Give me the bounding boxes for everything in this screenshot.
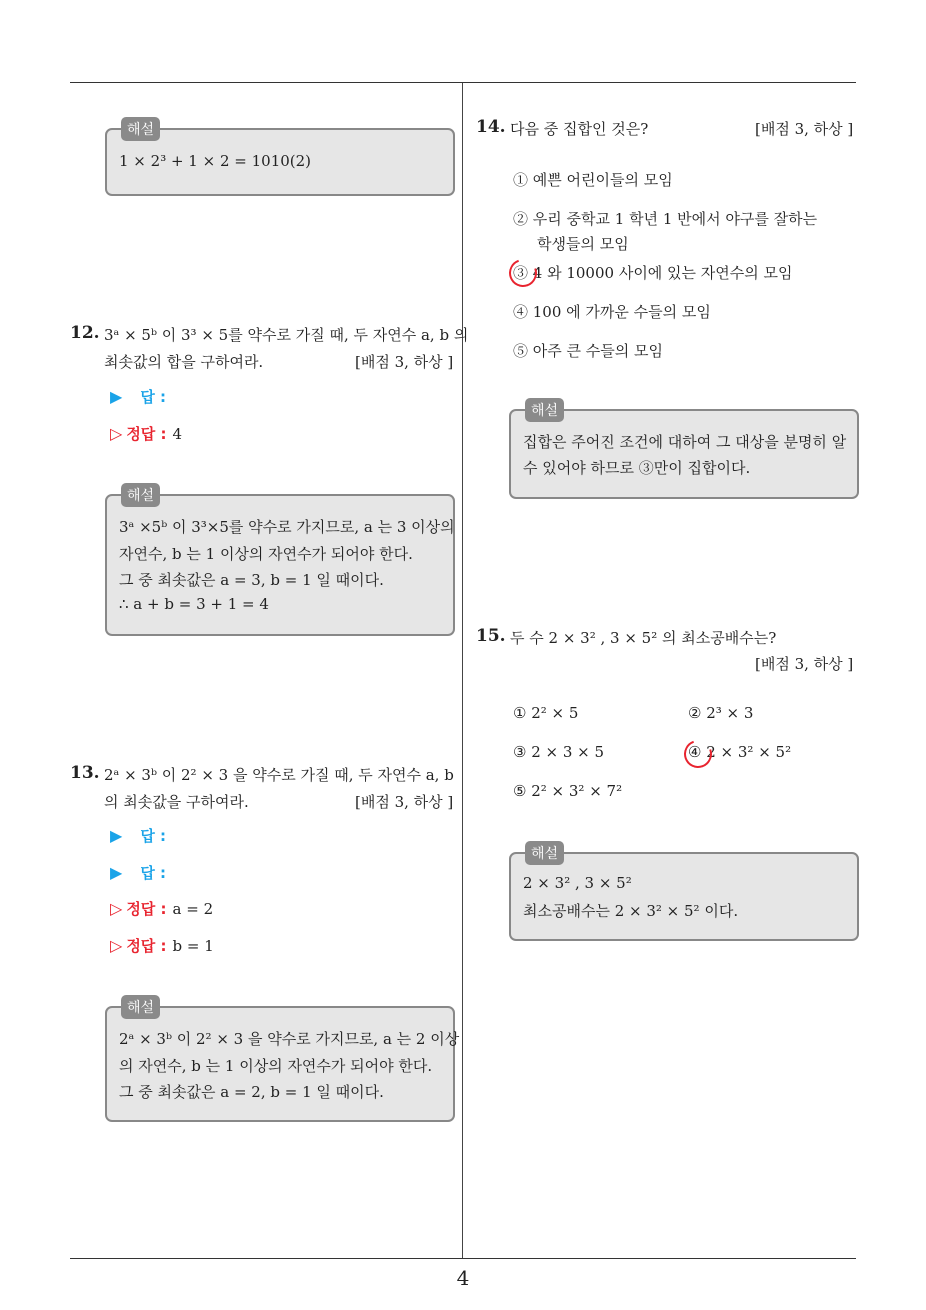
explanation-tag: 해설 xyxy=(121,995,160,1019)
q14-option-4: ④ 100 에 가까운 수들의 모임 xyxy=(513,303,711,321)
q13-answer-row xyxy=(110,862,166,883)
q15-option-5: ⑤ 2² × 3² × 7² xyxy=(513,782,623,800)
explanation-line: 1 × 2³ + 1 × 2 = 1010(2) xyxy=(119,152,312,170)
correct-label: 정답 : xyxy=(126,425,167,443)
column-divider xyxy=(462,83,463,1258)
q12-correct-row xyxy=(110,423,182,444)
explanation-tag: 해설 xyxy=(525,398,564,422)
explanation-tag: 해설 xyxy=(121,483,160,507)
correct-label: 정답 : xyxy=(126,937,167,955)
explanation-line: 수 있어야 하므로 ③만이 집합이다. xyxy=(523,459,751,477)
top-rule xyxy=(70,82,856,83)
explanation-tag: 해설 xyxy=(525,841,564,865)
q14-option-3: ③ 4 와 10000 사이에 있는 자연수의 모임 xyxy=(513,264,793,282)
q12-score: [배점 3, 하상 ] xyxy=(355,353,454,371)
correct-value: 4 xyxy=(172,425,183,443)
explanation-line: 3ᵃ ×5ᵇ 이 3³×5를 약수로 가지므로, a 는 3 이상의 xyxy=(119,518,455,536)
explanation-line: 최소공배수는 2 × 3² × 5² 이다. xyxy=(523,902,739,920)
correct-value: b = 1 xyxy=(172,937,214,955)
q14-number: 14. xyxy=(476,117,506,137)
q15-number: 15. xyxy=(476,626,506,646)
q13-correct-row xyxy=(110,935,214,956)
bottom-rule xyxy=(70,1258,856,1259)
outline-triangle-icon: ▷ xyxy=(110,936,123,955)
explanation-tag: 해설 xyxy=(121,117,160,141)
correct-value: a = 2 xyxy=(172,900,214,918)
q14-score: [배점 3, 하상 ] xyxy=(755,120,854,138)
selected-answer-mark xyxy=(504,254,541,291)
explanation-line: 의 자연수, b 는 1 이상의 자연수가 되어야 한다. xyxy=(119,1057,433,1075)
q15-option-2: ② 2³ × 3 xyxy=(688,704,754,722)
answer-label: 답 : xyxy=(140,388,167,406)
q12-number: 12. xyxy=(70,323,100,343)
q15-question: 두 수 2 × 3² , 3 × 5² 의 최소공배수는? xyxy=(510,629,777,647)
correct-label: 정답 : xyxy=(126,900,167,918)
explanation-line: 그 중 최솟값은 a = 3, b = 1 일 때이다. xyxy=(119,571,384,589)
q12-explanation-box xyxy=(105,488,455,636)
q14-question: 다음 중 집합인 것은? xyxy=(510,120,649,138)
q14-explanation-box xyxy=(509,403,859,499)
q13-number: 13. xyxy=(70,763,100,783)
q13-correct-row xyxy=(110,898,213,919)
q14-option-2: ② 우리 중학교 1 학년 1 반에서 야구를 잘하는 xyxy=(513,210,818,228)
outline-triangle-icon: ▷ xyxy=(110,899,123,918)
explanation-line: 자연수, b 는 1 이상의 자연수가 되어야 한다. xyxy=(119,545,413,563)
q11-explanation-box xyxy=(105,122,455,196)
q14-option-2-cont: 학생들의 모임 xyxy=(537,235,629,253)
explanation-line: ∴ a + b = 3 + 1 = 4 xyxy=(119,595,269,613)
q15-score: [배점 3, 하상 ] xyxy=(755,655,854,673)
explanation-line: 2 × 3² , 3 × 5² xyxy=(523,874,632,892)
q15-option-1: ① 2² × 5 xyxy=(513,704,579,722)
q12-answer-row xyxy=(110,386,166,407)
page-number: 4 xyxy=(456,1266,470,1290)
q12-text-line2: 최솟값의 합을 구하여라. xyxy=(104,353,264,371)
q13-explanation-box xyxy=(105,1000,460,1122)
explanation-line: 2ᵃ × 3ᵇ 이 2² × 3 을 약수로 가지므로, a 는 2 이상 xyxy=(119,1030,460,1048)
q12-text-line1: 3ᵃ × 5ᵇ 이 3³ × 5를 약수로 가질 때, 두 자연수 a, b 의 xyxy=(104,326,469,344)
q15-option-3: ③ 2 × 3 × 5 xyxy=(513,743,605,761)
answer-label: 답 : xyxy=(140,864,167,882)
q14-option-5: ⑤ 아주 큰 수들의 모임 xyxy=(513,342,663,360)
q14-option-1: ① 예쁜 어린이들의 모임 xyxy=(513,171,673,189)
selected-answer-mark xyxy=(679,735,716,772)
q13-text-line2: 의 최솟값을 구하여라. xyxy=(104,793,249,811)
play-icon: ▶ xyxy=(110,826,123,845)
q15-explanation-box xyxy=(509,846,859,941)
play-icon: ▶ xyxy=(110,863,123,882)
q15-option-4: ④ 2 × 3² × 5² xyxy=(688,743,792,761)
q13-text-line1: 2ᵃ × 3ᵇ 이 2² × 3 을 약수로 가질 때, 두 자연수 a, b xyxy=(104,766,454,784)
answer-label: 답 : xyxy=(140,827,167,845)
explanation-line: 그 중 최솟값은 a = 2, b = 1 일 때이다. xyxy=(119,1083,384,1101)
q13-score: [배점 3, 하상 ] xyxy=(355,793,454,811)
outline-triangle-icon: ▷ xyxy=(110,424,123,443)
play-icon: ▶ xyxy=(110,387,123,406)
explanation-line: 집합은 주어진 조건에 대하여 그 대상을 분명히 알 xyxy=(523,433,847,451)
q13-answer-row xyxy=(110,825,166,846)
